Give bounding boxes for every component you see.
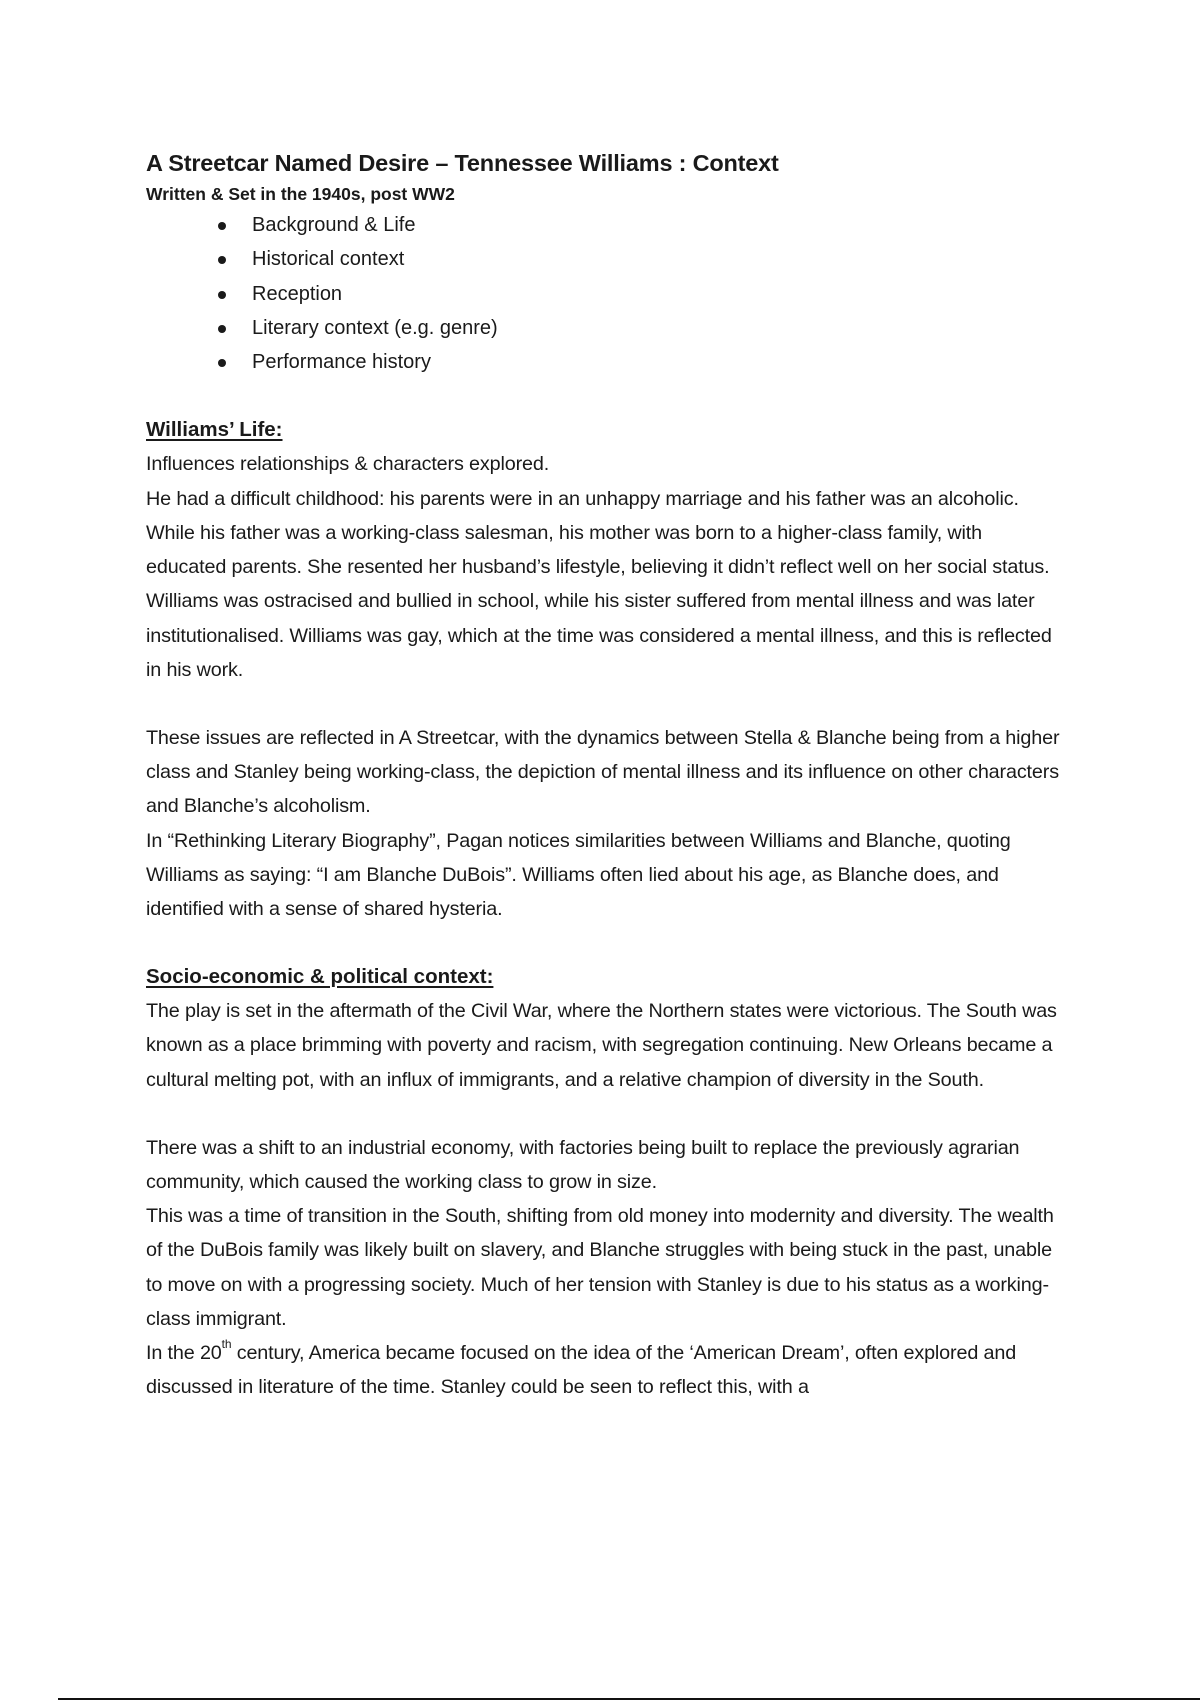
bullet-icon [218, 325, 226, 333]
bullet-icon [218, 222, 226, 230]
document-title: A Streetcar Named Desire – Tennessee Williams : Context [146, 150, 779, 176]
paragraph: This was a time of transition in the South, shifting from old money into modernity and diversity. The wealth of the DuBois family was likely built on slavery, and Blanche struggles with being stuck in the past, unable to move on with a progressing society. Much of her tension with Stanley is due to his status as a working-class immigrant. [146, 1205, 1054, 1330]
paragraph: Influences relationships & characters explored. [146, 453, 550, 476]
section-heading-life: Williams’ Life: [146, 418, 283, 442]
paragraph: He had a difficult childhood: his parents were in an unhappy marriage and his father was an alcoholic. While his father was a working-class salesman, his mother was born to a higher-class family, with educated parents. She resented her husband’s lifestyle, believing it didn’t reflect well on her social status. [146, 487, 1050, 579]
bullet-icon [218, 359, 226, 367]
bullet-icon [218, 256, 226, 264]
spacer [146, 379, 1066, 413]
paragraph: There was a shift to an industrial economy, with factories being built to replace the previously agrarian community, which caused the working class to grow in size. [146, 1136, 1020, 1193]
topic-list [146, 208, 1066, 379]
document-page [146, 146, 1066, 1404]
list-item: Literary context (e.g. genre) [218, 311, 1066, 345]
spacer [146, 687, 1066, 721]
paragraph: In “Rethinking Literary Biography”, Pagan notices similarities between Williams and Blanche, quoting Williams as saying: “I am Blanche DuBois”. Williams often lied about his age, as Blanche does, and identified with a sense of shared hysteria. [146, 829, 1011, 920]
list-item: Performance history [218, 345, 1066, 379]
document-subtitle: Written & Set in the 1940s, post WW2 [146, 184, 455, 204]
paragraph: The play is set in the aftermath of the Civil War, where the Northern states were victorious. The South was known as a place brimming with poverty and racism, with segregation continuing. New Orleans became a cultural melting pot, with an influx of immigrants, and a relative champion of diversity in the South. [146, 1000, 1057, 1091]
paragraph: These issues are reflected in A Streetcar, with the dynamics between Stella & Blanche being from a higher class and Stanley being working-class, the depiction of mental illness and its influence on other characters and Blanche’s alcoholism. [146, 726, 1060, 818]
spacer [146, 926, 1066, 960]
bullet-icon [218, 291, 226, 299]
paragraph-american-dream: In the 20th century, America became focused on the idea of the ‘American Dream’, often explored and discussed in literature of the time. Stanley could be seen to reflect this, with a [146, 1337, 1017, 1399]
list-item: Background & Life [218, 208, 1066, 242]
spacer [146, 1097, 1066, 1131]
section-heading-socio: Socio-economic & political context: [146, 965, 494, 989]
list-item: Reception [218, 277, 1066, 311]
list-item: Historical context [218, 242, 1066, 276]
paragraph: Williams was ostracised and bullied in school, while his sister suffered from mental illness and was later institutionalised. Williams was gay, which at the time was considered a mental illness, and this is reflected in his work. [146, 590, 1052, 681]
